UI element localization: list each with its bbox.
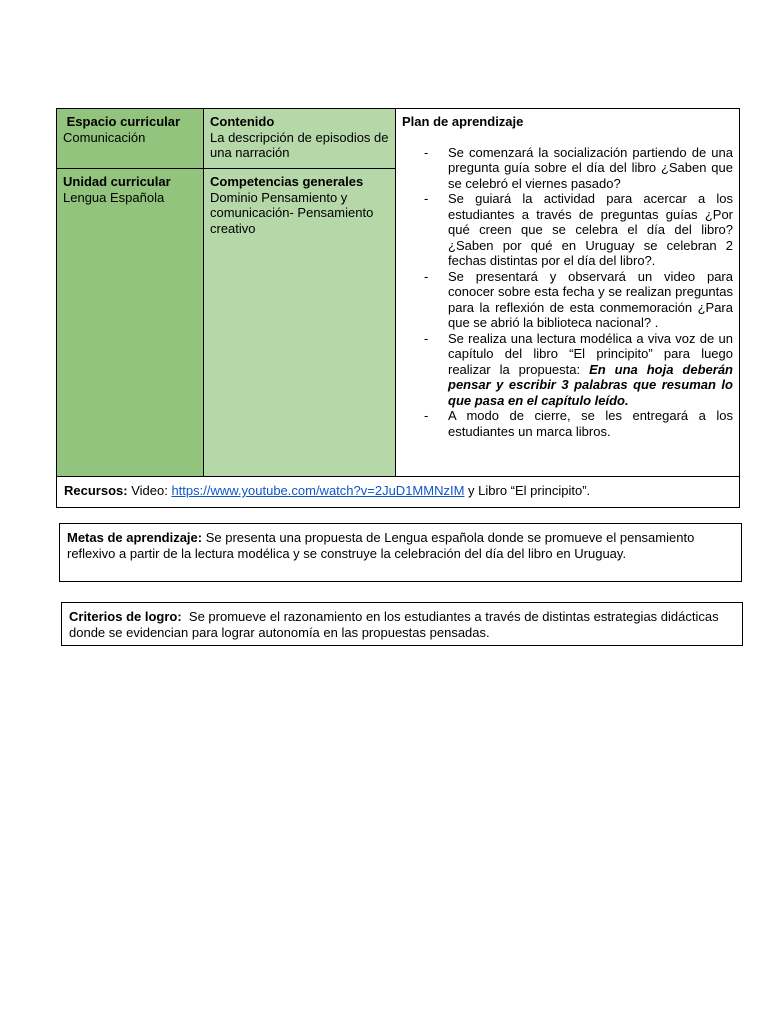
competencias-label: Competencias generales (210, 174, 364, 189)
recursos-label: Recursos: (64, 483, 128, 498)
contenido-cell (204, 109, 396, 169)
espacio-curricular-label: Espacio curricular (66, 114, 181, 129)
plan-item-text: A modo de cierre, se les entregará a los estudiantes un marca libros. (448, 408, 733, 439)
unidad-curricular-cell (57, 169, 204, 477)
espacio-curricular-value: Comunicación (63, 129, 146, 145)
metas-label: Metas de aprendizaje: (67, 530, 203, 545)
unidad-curricular-label: Unidad curricular (63, 174, 171, 189)
recursos-cell (57, 477, 740, 508)
plan-item-text: Se presentará y observará un video para conocer sobre esta fecha y se realizan preguntas para la reflexión de esta conmemoración ¿Para que se abrió la biblioteca nacional? . (448, 268, 733, 330)
competencias-cell (204, 169, 396, 477)
curriculum-table (56, 108, 740, 508)
plan-item-emphasis: En una hoja deberán pensar y escribir 3 palabras que resuman lo que pasa en el capítulo leído. (448, 361, 733, 408)
metas-aprendizaje-box (59, 523, 742, 582)
plan-item-text: Se comenzará la socialización partiendo de una pregunta guía sobre el día del libro ¿Saben que se celebró el viernes pasado? (448, 144, 733, 191)
criterios-logro-box (61, 602, 743, 646)
recursos-suffix: y Libro “El principito”. (464, 483, 591, 498)
unidad-curricular-value: Lengua Española (63, 189, 165, 205)
plan-item-text: Se realiza una lectura modélica a viva voz de un capítulo del libro “El principito” para luego realizar la propuesta: (448, 330, 733, 377)
plan-list-item: - Se presentará y observará un video para conocer sobre esta fecha y se realizan preguntas para la reflexión de esta conmemoración ¿Para que se abrió la biblioteca nacional? . (424, 268, 733, 330)
plan-list (402, 145, 733, 440)
criterios-text: Se promueve el razonamiento en los estudiantes a través de distintas estrategias didácticas donde se evidencian para lograr autonomía en las propuestas pensadas. (69, 609, 723, 640)
competencias-value: Dominio Pensamiento y comunicación- Pensamiento creativo (210, 189, 374, 236)
recursos-prefix: Video: (127, 483, 172, 498)
plan-list-item: - A modo de cierre, se les entregará a los estudiantes un marca libros. (424, 408, 733, 439)
plan-item-text: Se guiará la actividad para acercar a los estudiantes a través de preguntas guías ¿Por qué creen que se celebra el día del libro? ¿Saben por qué en Uruguay se celebran 2 fechas distintas por el día del libro?. (448, 191, 733, 268)
video-link[interactable]: https://www.youtube.com/watch?v=2JuD1MMNzIM (171, 483, 465, 498)
plan-aprendizaje-cell (396, 109, 740, 477)
plan-aprendizaje-title: Plan de aprendizaje (402, 114, 524, 129)
criterios-label: Criterios de logro: (69, 609, 182, 624)
espacio-curricular-cell (57, 109, 204, 169)
plan-list-item: - Se guiará la actividad para acercar a los estudiantes a través de preguntas guías ¿Por qué creen que se celebra el día del libro? ¿Saben por qué en Uruguay se celebran 2 fechas distintas por el día del libro?. (424, 191, 733, 268)
contenido-value: La descripción de episodios de una narración (210, 129, 389, 160)
contenido-label: Contenido (210, 114, 275, 129)
plan-list-item: - Se realiza una lectura modélica a viva voz de un capítulo del libro “El principito” para luego realizar la propuesta: En una hoja deberán pensar y escribir 3 palabras que resuman lo que pasa en el capítulo leído. (424, 330, 733, 408)
metas-text: Se presenta una propuesta de Lengua española donde se promueve el pensamiento reflexivo a partir de la lectura modélica y se construye la celebración del día del libro en Uruguay. (67, 530, 695, 561)
plan-list-item: - Se comenzará la socialización partiendo de una pregunta guía sobre el día del libro ¿Saben que se celebró el viernes pasado? (424, 144, 733, 191)
